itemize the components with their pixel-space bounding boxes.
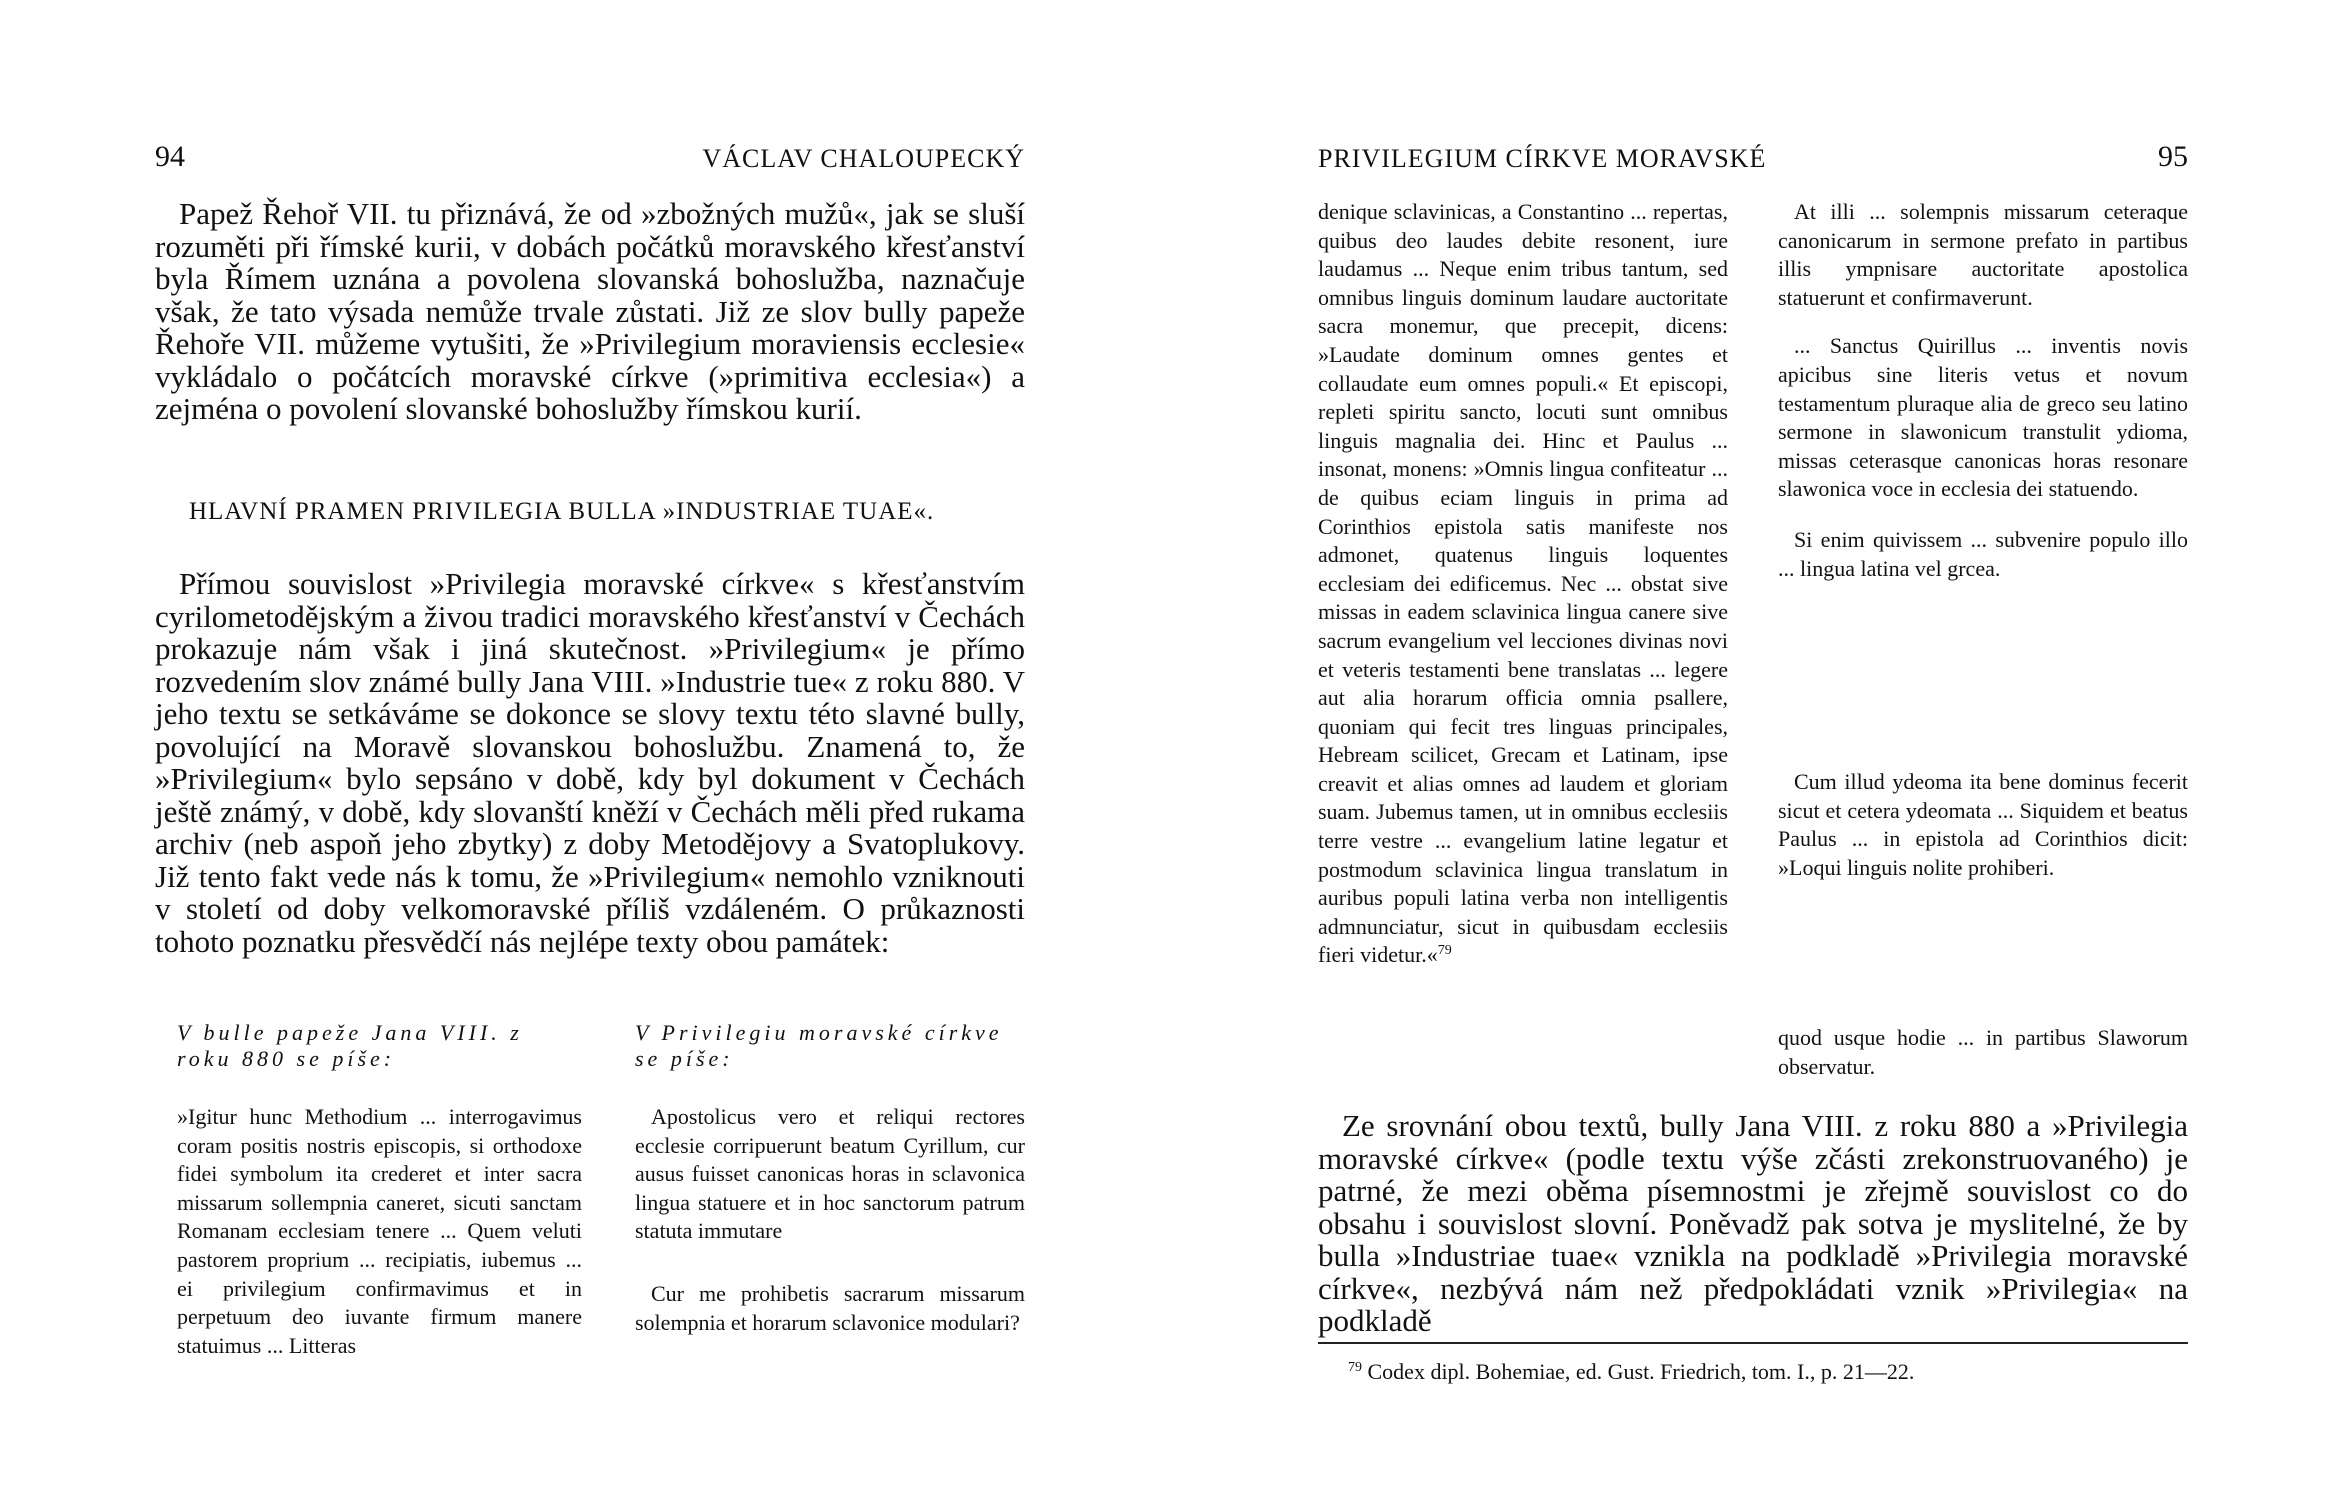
privilegium-text-5: quod usque hodie ... in partibus Slaworum observatur. — [1778, 1025, 2188, 1079]
footnote-text: Codex dipl. Bohemiae, ed. Gust. Friedrich, tom. I., p. 21—22. — [1367, 1359, 1915, 1384]
running-head-title: VÁCLAV CHALOUPECKÝ — [702, 144, 1025, 173]
privilegium-column — [1778, 198, 2188, 583]
footnote — [1348, 1358, 2168, 1386]
privilegium-text-4: Cum illud ydeoma ita bene dominus fecerit sicut et cetera ydeomata ... Siquidem et beatus Paulus ... in epistola ad Corinthios dicit: »Loqui linguis nolite prohiberi. — [1778, 769, 2188, 880]
bulla-column — [1318, 198, 1728, 970]
running-head — [155, 140, 1025, 180]
section-heading: HLAVNÍ PRAMEN PRIVILEGIA BULLA »INDUSTRIAE TUAE«. — [189, 498, 935, 525]
privilegium-text-1: At illi ... solempnis missarum ceteraque canonicarum in sermone prefato in partibus illis ympnisare auctoritate apostolica statuerunt et confirmaverunt. — [1778, 199, 2188, 310]
main-paragraph: Ze srovnání obou textů, bully Jana VIII. z roku 880 a »Privilegia moravské církve« (podle textu výše zčásti zrekonstruovaného) je patrné, že mezi oběma písemnostmi je zřejmě souvislost co do obsahu i souvislost slovní. Poněvadž pak sotva je myslitelné, že by bulla »Industriae tuae« vznikla na podkladě »Privilegia moravské církve«, nezbývá nám než předpokládati vznik »Privilegia« na podkladě — [1318, 1108, 2188, 1338]
running-head-title: PRIVILEGIUM CÍRKVE MORAVSKÉ — [1318, 144, 1767, 173]
privilegium-text-3: Si enim quivissem ... subvenire populo illo ... lingua latina vel grcea. — [1778, 526, 2188, 581]
main-paragraph: Přímou souvislost »Privilegia moravské církve« s křesťanstvím cyrilometodějským a živou tradici moravského křesťanství v Čechách prokazuje nám však i jiná skutečnost. »Privilegium« je přímo rozvedením slov známé bully Jana VIII. »Industrie tue« z roku 880. V jeho textu se setkáváme se dokonce se slovy textu této slavné bully, povolující na Moravě slovanskou bohoslužbu. Znamená to, že »Privilegium« bylo sepsáno v době, kdy byl dokument v Čechách ještě známý, v době, kdy slovanští kněží v Čechách měli před rukama archiv (neb aspoň jeho zbytky) z doby Metodějovy a Svatoplukovy. Již tento fakt vede nás k tomu, že »Privilegium« nemohlo vzniknouti v století od doby velkomoravské příliš vzdáleném. O průkaznosti tohoto poznatku přesvědčí nás nejlépe texty obou památek: — [155, 566, 1025, 959]
bulla-text: denique sclavinicas, a Constantino ... repertas, quibus deo laudes debite resonent, iure laudamus ... Neque enim tribus tantum, sed omnibus linguis dominum laudare auctoritate sacra monemur, que precepit, dicens: »Laudate dominum omnes gentes et collaudate eum omnes populi.« Et episcopi, repleti spiritu sancto, locuti sunt omnibus linguis magnalia dei. Hinc et Paulus ... insonat, monens: »Omnis lingua confiteatur ... de quibus eciam linguis in prima ad Corinthios epistola satis manifeste nos admonet, quatenus linguis loquentes ecclesiam dei edificemus. Nec ... obstat sive missas in eadem sclavinica lingua canere sive sacrum evangelium vel lecciones divinas novi et veteris testamenti bene translatas ... legere aut alia horarum officia omnia psallere, quoniam qui fecit tres linguas principales, Hebream scilicet, Grecam et Latinam, ipse creavit et alias omnes ad laudem et gloriam suam. Jubemus tamen, ut in omnibus ecclesiis terre vestre ... evangelium latine legatur et postmodum sclavinica lingua translatum in auribus populi latina verba non intelligentis admnunciatur, sicut in quibusdam ecclesiis fieri videtur.«$^{79}$ — [1318, 199, 1728, 968]
page-number: 94 — [155, 140, 185, 173]
footnote-number: 79 — [1348, 1360, 1362, 1375]
bulla-text: »Igitur hunc Methodium ... interrogavimus coram positis nostris episcopis, si orthodoxe fidei symbolum ita crederet et inter sacra missarum sollempnia caneret, sicuti sanctam Romanam ecclesiam tenere ... Quem veluti pastorem proprium ... recipiatis, iubemus ... ei privilegium confirmavimus et in perpetuum deo iuvante firmum manere statuimus ... Litteras — [177, 1104, 582, 1358]
intro-paragraph: Papež Řehoř VII. tu přiznává, že od »zbožných mužů«, jak se sluší rozuměti při římské kurii, v dobách počátků moravského křesťanství byla Římem uznána a povolena slovanská bohoslužba, naznačuje však, že tato výsada nemůže trvale zůstati. Již ze slov bully papeže Řehoře VII. můžeme vytušiti, že »Privilegium moraviensis ecclesie« vykládalo o počátcích moravské církve (»primitiva ecclesia«) a zejména o povolení slovanské bohoslužby římskou kurií. — [155, 196, 1025, 426]
privilegium-text-2: Cur me prohibetis sacrarum missarum solempnia et horarum sclavonice modulari? — [635, 1280, 1025, 1335]
running-head — [1318, 140, 2188, 180]
col-b-heading: V Privilegiu moravské církve se píše: — [635, 1020, 1003, 1071]
privilegium-text-2: ... Sanctus Quirillus ... inventis novis apicibus sine literis vetus et novum testamentum pluraque alia de greco seu latino sermone in slawonicum transtulit ydioma, missas ceterasque canonicas horas resonare slawonica voce in ecclesia dei statuendo. — [1778, 333, 2188, 502]
bulla-column — [177, 1103, 582, 1360]
footnote-mark: 79 — [1437, 943, 1452, 959]
col-a-heading: V bulle papeže Jana VIII. z roku 880 se píše: — [177, 1020, 523, 1071]
privilegium-column-lower — [1778, 768, 2188, 882]
privilegium-column — [635, 1103, 1025, 1337]
privilegium-column-end — [1778, 1024, 2188, 1081]
privilegium-text-1: Apostolicus vero et reliqui rectores ecclesie corripuerunt beatum Cyrillum, cur ausus fuisset canonicas horas in sclavonica lingua statuere et in hoc sanctorum patrum statuta immutare — [635, 1104, 1025, 1244]
footnote-rule — [1318, 1342, 2188, 1344]
page-number: 95 — [2158, 140, 2188, 173]
